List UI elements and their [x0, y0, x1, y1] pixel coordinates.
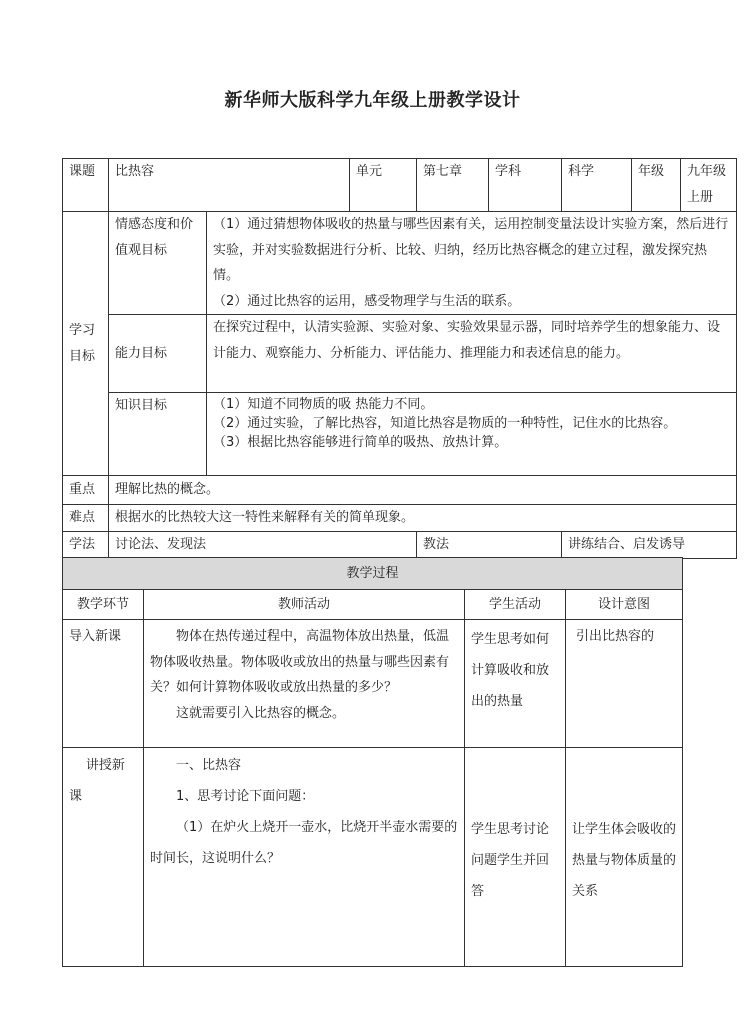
table-row: [63, 748, 683, 967]
stage-cell: 导入新课: [63, 620, 144, 748]
teach-method-label: 教法: [417, 532, 562, 559]
key-point-label: 重点: [63, 476, 109, 505]
purpose-cell: 引出比热容的: [566, 620, 683, 748]
teacher-cell: [144, 748, 465, 967]
table-row: [63, 620, 683, 748]
learn-method-label: 学法: [63, 532, 109, 559]
difficulty-label: 难点: [63, 505, 109, 532]
teacher-line: 物体在热传递过程中，高温物体放出热量，低温物体吸收热量。物体吸收或放出的热量与哪些因素有关？如何计算物体吸收或放出热量的多少？: [150, 629, 450, 695]
knowledge-goal-line: （2）通过实验，了解比热容，知道比热容是物质的一种特性，记住水的比热容。: [213, 416, 677, 431]
teacher-cell: [144, 620, 465, 748]
course-key: 课题: [63, 159, 109, 212]
knowledge-goal-line: （1）知道不同物质的吸 热能力不同。: [213, 397, 434, 412]
teacher-line: 1、思考讨论下面问题：: [176, 789, 315, 804]
emotion-goal-label: 情感态度和价值观目标: [109, 212, 207, 315]
col-teacher: 教师活动: [144, 590, 465, 620]
emotion-goal-line: （1）通过猜想物体吸收的热量与哪些因素有关，运用控制变量法设计实验方案，然后进行实验，并对实验数据进行分析、比较、归纳，经历比热容概念的建立过程，激发探究热情。: [213, 217, 729, 283]
goals-label: 学习目标: [63, 212, 109, 476]
learn-method-value: 讨论法、发现法: [109, 532, 417, 559]
course-value: 比热容: [109, 159, 350, 212]
ability-goal-label: 能力目标: [109, 315, 207, 393]
col-student: 学生活动: [465, 590, 566, 620]
subject-key: 学科: [489, 159, 562, 212]
col-stage: 教学环节: [63, 590, 144, 620]
knowledge-goal-label: 知识目标: [109, 393, 207, 476]
info-table: [62, 158, 737, 559]
subject-value: 科学: [562, 159, 632, 212]
teacher-line: 这就需要引入比热容的概念。: [176, 705, 346, 721]
teacher-line: 一、比热容: [176, 758, 242, 773]
grade-value: 九年级上册: [681, 159, 737, 212]
unit-key: 单元: [350, 159, 417, 212]
process-header: 教学过程: [63, 558, 683, 590]
knowledge-goal-line: （3）根据比热容能够进行简单的吸热、放热计算。: [213, 435, 508, 450]
stage-cell: 讲授新课: [63, 748, 144, 967]
purpose-cell: 让学生体会吸收的热量与物体质量的关系: [566, 748, 683, 967]
col-purpose: 设计意图: [566, 590, 683, 620]
page-title: 新华师大版科学九年级上册教学设计: [224, 90, 521, 111]
unit-value: 第七章: [417, 159, 489, 212]
teach-method-value: 讲练结合、启发诱导: [562, 532, 737, 559]
student-cell: 学生思考讨论问题学生并回答: [465, 748, 566, 967]
emotion-goal-line: （2）通过比热容的运用，感受物理学与生活的联系。: [213, 293, 521, 309]
process-table: [62, 557, 683, 967]
teacher-line: （1）在炉火上烧开一壶水，比烧开半壶水需要的时间长，这说明什么？: [150, 820, 458, 866]
grade-key: 年级: [632, 159, 681, 212]
emotion-goal-content: [207, 212, 737, 315]
key-point-value: 理解比热的概念。: [109, 476, 737, 505]
ability-goal-content: 在探究过程中，认清实验源、实验对象、实验效果显示器，同时培养学生的想象能力、设计能力、观察能力、分析能力、评估能力、推理能力和表述信息的能力。: [207, 315, 737, 393]
knowledge-goal-content: [207, 393, 737, 476]
difficulty-value: 根据水的比热较大这一特性来解释有关的简单现象。: [109, 505, 737, 532]
student-cell: 学生思考如何计算吸收和放出的热量: [465, 620, 566, 748]
